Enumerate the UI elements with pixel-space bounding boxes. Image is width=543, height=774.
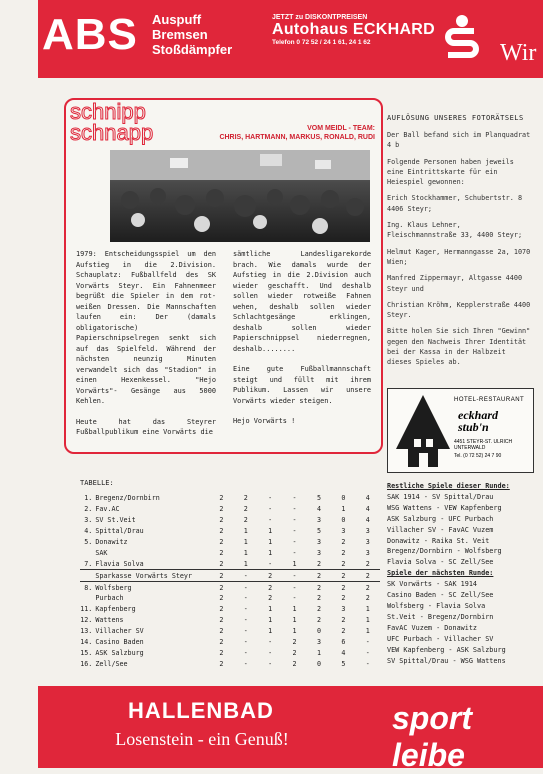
- row-position: 8.: [84, 583, 93, 592]
- next-fixtures-title: Spiele der nächsten Runde:: [387, 569, 494, 578]
- row-stat: -: [292, 548, 297, 557]
- sport-ad-text: sport leibe: [392, 700, 472, 773]
- row-stat: 2: [219, 659, 224, 668]
- table-row: [80, 626, 380, 637]
- row-stat: 1: [268, 527, 273, 536]
- row-stat: -: [365, 638, 370, 647]
- fixture: WSG Wattens - VEW Kapfenberg: [387, 503, 502, 512]
- fixture: FavAC Vuzem - Donawitz: [387, 623, 478, 632]
- row-stat: -: [365, 648, 370, 657]
- fixture: St.Veit - Bregenz/Dornbirn: [387, 612, 494, 621]
- row-stat: -: [243, 594, 248, 603]
- row-stat: 6: [341, 638, 346, 647]
- table-row: [80, 615, 380, 626]
- fixture: Villacher SV - FavAC Vuzem: [387, 525, 494, 534]
- row-stat: -: [292, 538, 297, 546]
- row-position: 12.: [80, 616, 93, 625]
- row-stat: 5: [341, 659, 346, 668]
- row-stat: -: [243, 659, 248, 668]
- row-stat: 2: [268, 583, 273, 592]
- row-stat: -: [292, 527, 297, 536]
- row-stat: -: [292, 583, 297, 592]
- row-position: 15.: [80, 648, 93, 657]
- winner: Ing. Klaus Lehner, Fleischmannstraße 33, 4400 Steyr;: [387, 221, 523, 240]
- fixture: UFC Purbach - Villacher SV: [387, 634, 494, 643]
- row-stat: 2: [219, 648, 224, 657]
- row-stat: 2: [316, 605, 321, 614]
- row-stat: 1: [243, 548, 248, 557]
- sparkasse-s-icon: [440, 14, 484, 58]
- row-stat: 5: [316, 527, 321, 536]
- hallenbad-title: HALLENBAD: [128, 698, 274, 723]
- row-team: Spittal/Drau: [95, 527, 144, 536]
- puzzle-solution: AUFLÖSUNG UNSERES FOTORÄTSELS Der Ball befand sich im Planquadrat 4 b Folgende Personen haben jeweils eine Eintrittskarte für ein Heiespiel gewonnen: Erich Stockhammer, Schubertstr. 8 4406 Steyr; Ing. Klaus Lehner, Fleischmannstraße 33, 4400 Steyr; Helmut Kager, Hermanngasse 2a, 1070 Wien; Manfred Zippermayr, Altgasse 4400 Steyr und Christian Kröhm, Kepplerstraße 4400 Steyr. Bitte holen Sie sich Ihren "Gewinn" gegen den Nachweis Ihrer Identität bei der Kassa in der Halbzeit dieses Spieles ab.: [387, 114, 531, 367]
- row-stat: 2: [341, 559, 346, 568]
- winner: Manfred Zippermayr, Altgasse 4400 Steyr und: [387, 274, 523, 293]
- row-stat: 1: [268, 616, 273, 625]
- hotel-building-icon: [394, 393, 452, 469]
- row-stat: 3: [365, 548, 370, 557]
- row-stat: 3: [341, 527, 346, 536]
- row-stat: -: [268, 559, 273, 568]
- row-position: 4.: [84, 527, 93, 536]
- table-row: [80, 558, 380, 569]
- row-position: [80, 547, 95, 558]
- row-position: 13.: [80, 627, 93, 636]
- row-team: Bregenz/Dornbirn: [95, 494, 160, 503]
- row-stat: -: [282, 570, 306, 582]
- row-stat: 4: [341, 648, 346, 657]
- row-position: 11.: [80, 605, 93, 614]
- article-title: schnipp schnapp: [70, 99, 154, 145]
- row-stat: 0: [341, 494, 346, 503]
- row-stat: 4: [365, 505, 370, 514]
- row-stat: 1: [268, 548, 273, 557]
- puzzle-title: AUFLÖSUNG UNSERES FOTORÄTSELS: [387, 114, 524, 122]
- row-position: 14.: [80, 638, 93, 647]
- row-stat: -: [243, 638, 248, 647]
- row-stat: -: [268, 638, 273, 647]
- row-stat: -: [243, 627, 248, 636]
- row-stat: 3: [341, 605, 346, 614]
- row-stat: 2: [307, 570, 331, 582]
- row-stat: 2: [292, 659, 297, 668]
- row-stat: 2: [316, 559, 321, 568]
- row-stat: 1: [268, 605, 273, 614]
- winner: Christian Kröhm, Kepplerstraße 4400 Steyr.: [387, 300, 531, 320]
- row-stat: 2: [219, 538, 224, 546]
- row-stat: 3: [316, 548, 321, 557]
- row-stat: 2: [341, 616, 346, 625]
- row-stat: -: [292, 594, 297, 603]
- row-stat: 1: [243, 527, 248, 536]
- row-stat: 0: [316, 627, 321, 636]
- article-column-right: sämtliche Landesligarekorde brach. Wie damals wurde der Aufstieg in die 2.Division auch wieder geschafft. Und deshalb sollen wieder rotweiße Fahnen wehen, deshalb sollen wieder Schlachtgesänge erklingen, deshalb sollen wieder Papierschnippsel niederregnen, deshalb........ Eine gute Fußballmannschaft steigt und füllt mit ihrem Publikum. Lassen wir unsere Vorwärts wieder steigen. Hejo Vorwärts !: [233, 250, 371, 425]
- row-team: Casino Baden: [95, 638, 144, 647]
- row-stat: 4: [316, 505, 321, 514]
- row-stat: 2: [219, 494, 224, 503]
- row-stat: 2: [365, 594, 370, 603]
- table-row: [80, 547, 380, 558]
- sparkasse-wir: Wir: [500, 40, 537, 66]
- row-stat: 2: [219, 638, 224, 647]
- row-position: 1.: [84, 494, 93, 503]
- row-team: SV St.Veit: [95, 516, 136, 525]
- fixture: SV Spittal/Drau - WSG Wattens: [387, 656, 506, 665]
- row-stat: 1: [341, 505, 346, 514]
- row-position: [80, 570, 95, 582]
- row-stat: 2: [316, 594, 321, 603]
- row-team: Zell/See: [95, 659, 128, 668]
- row-stat: 2: [209, 570, 233, 582]
- row-stat: 2: [356, 570, 380, 582]
- abs-logo: ABS: [42, 10, 138, 59]
- row-team: Fav.AC: [95, 505, 120, 514]
- row-stat: -: [243, 605, 248, 614]
- row-stat: -: [292, 516, 297, 525]
- row-stat: 1: [365, 627, 370, 636]
- row-stat: 2: [243, 494, 248, 503]
- row-stat: -: [292, 494, 297, 503]
- table-row: [80, 637, 380, 648]
- row-stat: 2: [341, 538, 346, 546]
- row-stat: 2: [365, 559, 370, 568]
- row-stat: 3: [365, 538, 370, 546]
- fixture: ASK Salzburg - UFC Purbach: [387, 514, 494, 523]
- winner: Erich Stockhammer, Schubertstr. 8 4406 Steyr;: [387, 194, 523, 213]
- table-row: [80, 493, 380, 504]
- league-table: [80, 493, 380, 669]
- row-stat: 2: [316, 616, 321, 625]
- fans-photo: [110, 150, 370, 242]
- fixture: Bregenz/Dornbirn - Wolfsberg: [387, 547, 502, 556]
- fixture: Donawitz - Raika St. Veit: [387, 536, 490, 545]
- row-stat: 2: [219, 548, 224, 557]
- row-stat: 1: [365, 616, 370, 625]
- row-stat: 2: [341, 548, 346, 557]
- row-stat: 2: [331, 570, 355, 582]
- article-byline: VOM MEIDL - TEAM: CHRIS, HARTMANN, MARKUS, RONALD, RUDI: [219, 125, 375, 141]
- autohaus-eckhard-ad: JETZT zu DISKONTPREISEN Autohaus ECKHARD Telefon 0 72 52 / 24 1 61, 24 1 62: [272, 14, 436, 46]
- row-stat: 1: [268, 627, 273, 636]
- row-stat: 2: [219, 616, 224, 625]
- row-stat: 2: [268, 594, 273, 603]
- row-stat: 2: [341, 594, 346, 603]
- row-team: Villacher SV: [95, 627, 144, 636]
- fixture: Casino Baden - SC Zell/See: [387, 591, 494, 600]
- row-stat: 2: [219, 527, 224, 536]
- row-team: SAK: [95, 548, 108, 557]
- row-team: Donawitz: [95, 538, 128, 546]
- table-row: [80, 647, 380, 658]
- row-stat: 4: [365, 516, 370, 525]
- row-stat: 2: [219, 505, 224, 514]
- table-row: [80, 604, 380, 615]
- row-position: 7.: [84, 559, 93, 568]
- row-stat: 2: [243, 505, 248, 514]
- row-team: Sparkasse Vorwärts Steyr: [95, 570, 209, 582]
- row-stat: 4: [365, 494, 370, 503]
- table-row: [80, 570, 380, 582]
- row-stat: 3: [316, 638, 321, 647]
- row-stat: -: [234, 570, 258, 582]
- row-stat: 1: [292, 627, 297, 636]
- fixture: Flavia Solva - SC Zell/See: [387, 558, 494, 567]
- row-team: Flavia Solva: [95, 559, 144, 568]
- row-stat: 1: [292, 559, 297, 568]
- row-stat: 1: [316, 648, 321, 657]
- fixture: VEW Kapfenberg - ASK Salzburg: [387, 645, 506, 654]
- row-position: 2.: [84, 505, 93, 514]
- row-stat: 3: [316, 516, 321, 525]
- row-stat: -: [365, 659, 370, 668]
- row-position: 16.: [80, 659, 93, 668]
- row-stat: -: [292, 505, 297, 514]
- row-stat: 0: [341, 516, 346, 525]
- table-row: [80, 515, 380, 526]
- row-stat: 2: [219, 583, 224, 592]
- row-stat: -: [243, 583, 248, 592]
- row-stat: 2: [219, 627, 224, 636]
- row-stat: 3: [316, 538, 321, 546]
- fixtures-title: Restliche Spiele dieser Runde:: [387, 482, 510, 490]
- row-stat: 1: [268, 538, 273, 546]
- row-stat: 2: [292, 648, 297, 657]
- fixture: SAK 1914 - SV Spittal/Drau: [387, 492, 494, 501]
- table-title: TABELLE:: [80, 479, 114, 487]
- row-stat: -: [268, 648, 273, 657]
- row-stat: -: [268, 659, 273, 668]
- row-stat: 2: [365, 583, 370, 592]
- row-stat: 2: [292, 638, 297, 647]
- row-team: Wolfsberg: [95, 583, 132, 592]
- fixtures: [387, 481, 537, 666]
- row-stat: 2: [219, 605, 224, 614]
- row-stat: 2: [219, 559, 224, 568]
- row-stat: -: [268, 505, 273, 514]
- abs-services: Auspuff Bremsen Stoßdämpfer: [152, 12, 233, 57]
- row-stat: 2: [243, 516, 248, 525]
- row-stat: -: [243, 616, 248, 625]
- row-stat: 3: [365, 527, 370, 536]
- winner: Helmut Kager, Hermanngasse 2a, 1070 Wien;: [387, 247, 531, 266]
- row-stat: 1: [243, 559, 248, 568]
- row-stat: 2: [219, 516, 224, 525]
- row-stat: 1: [292, 616, 297, 625]
- hallenbad-slogan: Losenstein - ein Genuß!: [115, 729, 289, 749]
- row-team: ASK Salzburg: [95, 648, 144, 657]
- table-row: [80, 504, 380, 515]
- row-position: [80, 593, 95, 604]
- row-stat: 2: [341, 627, 346, 636]
- row-stat: 2: [341, 583, 346, 592]
- table-row: [80, 593, 380, 604]
- row-team: Wattens: [95, 616, 124, 625]
- hotel-name: eckhard stub'n: [458, 408, 498, 434]
- row-position: 3.: [84, 516, 93, 525]
- article-column-left: 1979: Entscheidungsspiel um den Aufstieg in die 2.Division. Schauplatz: Fußballfeld des SK Vorwärts Steyr. Ein Fahnenmeer begrüßt die Spieler in dem rot-weißen Dressen. Die Mannschaften laufen ein: Der (damals obligatorische) Papierschnipselregen senkt sich auf das Spielfeld. Während der nächsten neunzig Minuten verwandelt sich das "Stadion" in einen Hexenkessel. "Hejo Vorwärts"- Gesänge aus 5000 Kehlen. Heute hat das Steyrer Fußballpublikum eine Vorwärts die: [76, 250, 216, 436]
- row-stat: 1: [243, 538, 248, 546]
- table-row: [80, 658, 380, 669]
- row-stat: 5: [316, 494, 321, 503]
- row-stat: 2: [219, 594, 224, 603]
- puzzle-note: Bitte holen Sie sich Ihren "Gewinn" gegen den Nachweis Ihrer Identität bei der Kassa in der Halbzeit dieses Spieles ab.: [387, 327, 531, 367]
- row-stat: 2: [316, 583, 321, 592]
- fixture: Wolfsberg - Flavia Solva: [387, 601, 486, 610]
- row-stat: 1: [365, 605, 370, 614]
- table-row: [80, 526, 380, 537]
- row-stat: -: [268, 494, 273, 503]
- row-position: 5.: [84, 538, 93, 546]
- row-stat: 2: [258, 570, 282, 582]
- row-stat: 0: [316, 659, 321, 668]
- table-row: [80, 582, 380, 593]
- row-team: Kapfenberg: [95, 605, 136, 614]
- row-team: Purbach: [95, 594, 124, 603]
- row-stat: -: [268, 516, 273, 525]
- row-stat: -: [243, 648, 248, 657]
- fixture: SK Vorwärts - SAK 1914: [387, 580, 478, 589]
- row-stat: 1: [292, 605, 297, 614]
- hotel-advert: HOTEL-RESTAURANT eckhard stub'n 4451 STEYR-ST. ULRICH UNTERWALD Tel. (0 72 52) 24 7 90: [387, 388, 534, 473]
- table-row: [80, 537, 380, 548]
